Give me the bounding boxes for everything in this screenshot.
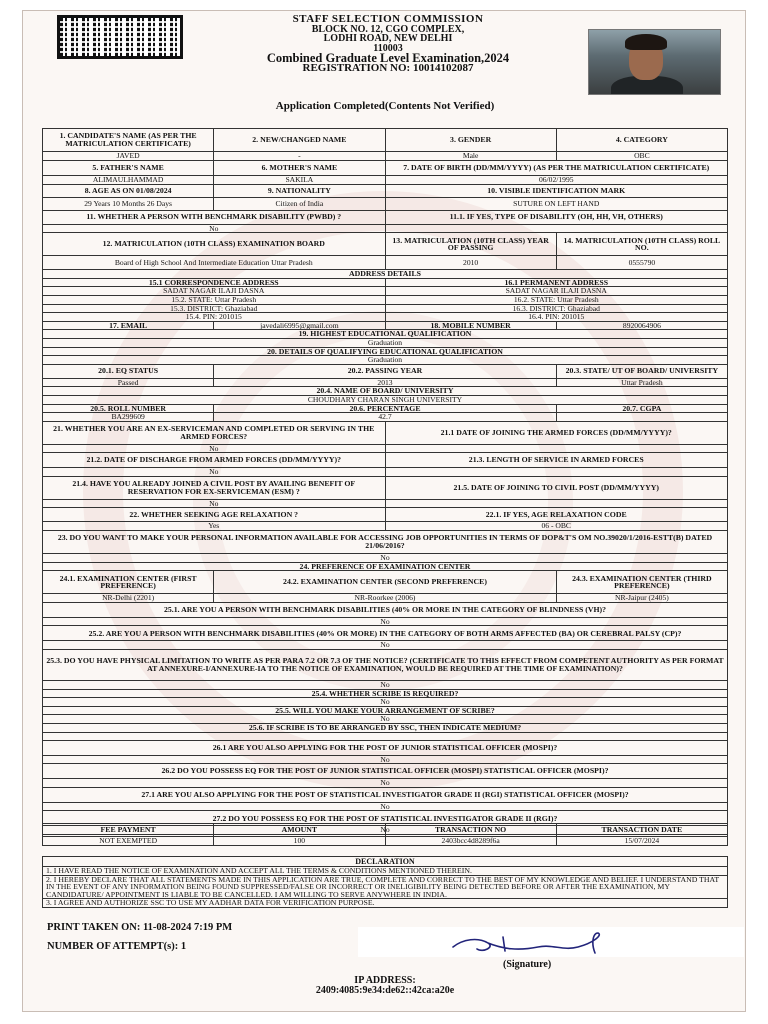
value-q256	[43, 732, 728, 740]
value-mother-name: SAKILA	[214, 176, 385, 185]
label-highest-qualification: 19. HIGHEST EDUCATIONAL QUALIFICATION	[43, 330, 728, 339]
label-email: 17. EMAIL	[43, 321, 214, 330]
value-roll-number: BA299609	[43, 413, 214, 422]
value-passing-year: 2013	[214, 378, 557, 387]
label-matric-roll: 14. MATRICULATION (10TH CLASS) ROLL NO.	[556, 233, 727, 256]
label-q253: 25.3. DO YOU HAVE PHYSICAL LIMITATION TO WRITE AS PER PARA 7.2 OR 7.3 OF THE NOTICE? (CERTIFICATE TO THIS EFFECT FROM COMPETENT AUTHORITY AS PER FORMAT AT ANNEXURE-I/ANNEXURE-IA TO THE NOTICE OF EXAMINATION, WOULD BE REQUIRED AT THE TIME OF EXAMINATION)?	[43, 650, 728, 681]
label-service-length: 21.3. LENGTH OF SERVICE IN ARMED FORCES	[385, 453, 728, 468]
value-armed-forces-joining	[385, 444, 728, 453]
label-relaxation-code: 22.1. IF YES, AGE RELAXATION CODE	[385, 508, 728, 522]
value-center-third: NR-Jaipur (2405)	[556, 594, 727, 603]
print-timestamp: PRINT TAKEN ON: 11-08-2024 7:19 PM	[47, 922, 233, 933]
label-fee-payment: FEE PAYMENT	[43, 824, 214, 837]
address-line-2: LODHI ROAD, NEW DELHI	[323, 33, 453, 45]
label-disability-type: 11.1. IF YES, TYPE OF DISABILITY (OH, HH, VH, OTHERS)	[385, 210, 728, 224]
value-eq-status: Passed	[43, 378, 214, 387]
label-age: 8. AGE AS ON 01/08/2024	[43, 184, 214, 197]
label-personal-info-consent: 23. DO YOU WANT TO MAKE YOUR PERSONAL INFORMATION AVAILABLE FOR ACCESSING JOB OPPORTUNITIES IN TERMS OF DOP&T'S OM NO.39020/1/2016-ESTT(B) DATED 21/06/2016?	[43, 531, 728, 554]
label-age-relaxation: 22. WHETHER SEEKING AGE RELAXATION ?	[43, 508, 386, 522]
label-civil-post: 21.4. HAVE YOU ALREADY JOINED A CIVIL POST BY AVAILING BENEFIT OF RESERVATION FOR EX-SERVICEMAN (ESM) ?	[43, 476, 386, 499]
value-fee-payment: NOT EXEMPTED	[43, 837, 214, 846]
value-service-length	[385, 468, 728, 477]
declaration-point-1: 1. I HAVE READ THE NOTICE OF EXAMINATION AND ACCEPT ALL THE TERMS & CONDITIONS MENTIONED THEREIN.	[43, 867, 727, 876]
value-identification-mark: SUTURE ON LEFT HAND	[385, 197, 728, 210]
label-q261: 26.1 ARE YOU ALSO APPLYING FOR THE POST OF JUNIOR STATISTICAL OFFICER (MOSPI)?	[43, 740, 728, 755]
label-mobile: 18. MOBILE NUMBER	[385, 321, 556, 330]
commission-name: STAFF SELECTION COMMISSION	[292, 13, 484, 25]
value-transaction-date: 15/07/2024	[556, 837, 727, 846]
value-civil-post: No	[43, 499, 386, 508]
value-permanent-district: 16.3. DISTRICT: Ghaziabad	[385, 304, 728, 313]
value-q253: No	[43, 681, 728, 690]
value-category: OBC	[556, 152, 727, 161]
application-status: Application Completed(Contents Not Verified)	[275, 100, 495, 112]
ip-value: 2409:4085:9e34:de62::42ca:a20e	[315, 984, 455, 996]
label-center-preference: 24. PREFERENCE OF EXAMINATION CENTER	[43, 562, 728, 571]
value-age: 29 Years 10 Months 26 Days	[43, 197, 214, 210]
label-mother-name: 6. MOTHER'S NAME	[214, 161, 385, 176]
signature-label: (Signature)	[503, 959, 552, 970]
label-q251: 25.1. ARE YOU A PERSON WITH BENCHMARK DISABILITIES (40% OR MORE IN THE CATEGORY OF BLINDNESS (VH)?	[43, 602, 728, 617]
declaration-box	[42, 856, 728, 908]
label-candidate-name: 1. CANDIDATE'S NAME (AS PER THE MATRICULATION CERTIFICATE)	[43, 129, 214, 152]
value-matric-board: Board of High School And Intermediate Education Uttar Pradesh	[43, 256, 386, 270]
label-dob: 7. DATE OF BIRTH (DD/MM/YYYY) (AS PER THE MATRICULATION CERTIFICATE)	[385, 161, 728, 176]
label-q271: 27.1 ARE YOU ALSO APPLYING FOR THE POST OF STATISTICAL INVESTIGATOR GRADE II (RGI) STATISTICAL OFFICER (MOSPI)?	[43, 787, 728, 802]
value-q261: No	[43, 755, 728, 764]
exam-name: Combined Graduate Level Examination,2024	[266, 51, 510, 66]
label-armed-forces-joining: 21.1 DATE OF JOINING THE ARMED FORCES (DD/MM/YYYY)?	[385, 421, 728, 444]
value-matric-year: 2010	[385, 256, 556, 270]
value-correspondence-district: 15.3. DISTRICT: Ghaziabad	[43, 304, 386, 313]
value-permanent-pin: 16.4. PIN: 201015	[385, 313, 728, 322]
value-ex-serviceman: No	[43, 444, 386, 453]
label-center-first: 24.1. EXAMINATION CENTER (FIRST PREFERENCE)	[43, 571, 214, 594]
value-correspondence-state: 15.2. STATE: Uttar Pradesh	[43, 295, 386, 304]
value-email: javedali6995@gmail.com	[214, 321, 385, 330]
value-correspondence-pin: 15.4. PIN: 201015	[43, 313, 386, 322]
value-transaction-no: 2403bcc4d8289f6a	[385, 837, 556, 846]
label-permanent-address: 16.1 PERMANENT ADDRESS	[385, 278, 728, 287]
label-matric-board: 12. MATRICULATION (10TH CLASS) EXAMINATION BOARD	[43, 233, 386, 256]
label-nationality: 9. NATIONALITY	[214, 184, 385, 197]
label-identification-mark: 10. VISIBLE IDENTIFICATION MARK	[385, 184, 728, 197]
value-nationality: Citizen of India	[214, 197, 385, 210]
label-university-name: 20.4. NAME OF BOARD/ UNIVERSITY	[43, 387, 728, 396]
label-roll-number: 20.5. ROLL NUMBER	[43, 404, 214, 413]
label-qualifying-details: 20. DETAILS OF QUALIFYING EDUCATIONAL QUALIFICATION	[43, 347, 728, 356]
value-q272: No	[43, 826, 728, 835]
label-correspondence-address: 15.1 CORRESPONDENCE ADDRESS	[43, 278, 386, 287]
value-q255: No	[43, 715, 728, 724]
label-percentage: 20.6. PERCENTAGE	[214, 404, 557, 413]
form-header	[193, 15, 583, 74]
registration-number: REGISTRATION NO: 10014102087	[302, 62, 474, 75]
label-discharge-date: 21.2. DATE OF DISCHARGE FROM ARMED FORCES (DD/MM/YYYY)?	[43, 453, 386, 468]
label-q254: 25.4. WHETHER SCRIBE IS REQUIRED?	[43, 689, 728, 698]
value-mobile: 8920064906	[556, 321, 727, 330]
label-q256: 25.6. IF SCRIBE IS TO BE ARRANGED BY SSC, THEN INDICATE MEDIUM?	[43, 724, 728, 733]
label-pwbd: 11. WHETHER A PERSON WITH BENCHMARK DISABILITY (PWBD) ?	[43, 210, 386, 224]
value-correspondence-address: SADAT NAGAR ILAJI DASNA	[43, 287, 386, 296]
label-cgpa: 20.7. CGPA	[556, 404, 727, 413]
label-ex-serviceman: 21. WHETHER YOU ARE AN EX-SERVICEMAN AND COMPLETED OR SERVING IN THE ARMED FORCES?	[43, 421, 386, 444]
label-q252: 25.2. ARE YOU A PERSON WITH BENCHMARK DISABILITIES (40% OR MORE) IN THE CATEGORY OF BOTH ARMS AFFECTED (BA) OR CEREBRAL PALSY (CP)?	[43, 626, 728, 641]
value-new-name: -	[214, 152, 385, 161]
label-amount: AMOUNT	[214, 824, 385, 837]
label-matric-year: 13. MATRICULATION (10TH CLASS) YEAR OF PASSING	[385, 233, 556, 256]
value-percentage: 42.7	[214, 413, 557, 422]
value-dob: 06/02/1995	[385, 176, 728, 185]
label-category: 4. CATEGORY	[556, 129, 727, 152]
value-q271: No	[43, 802, 728, 811]
value-university-name: CHOUDHARY CHARAN SINGH UNIVERSITY	[43, 395, 728, 404]
value-relaxation-code: 06 - OBC	[385, 522, 728, 531]
value-amount: 100	[214, 837, 385, 846]
declaration-point-2: 2. I HEREBY DECLARE THAT ALL STATEMENTS MADE IN THIS APPLICATION ARE TRUE, COMPLETE AND CORRECT TO THE BEST OF MY KNOWLEDGE AND BELIEF. I UNDERSTAND THAT IN THE EVENT OF ANY INFORMATION BEING FOUND SUPPRESSED/FALSE OR INCORRECT OR INELIGIBILITY BEING DETECTED BEFORE OR AFTER THE EXAMINATION, MY CANDIDATURE/ APPOINTMENT IS LIABLE TO BE CANCELLED. I AM WILLING TO SERVE ANYWHERE IN INDIA.	[43, 876, 727, 900]
value-disability-type	[385, 224, 728, 233]
ip-label: IP ADDRESS:	[354, 975, 416, 986]
payment-table	[42, 823, 728, 846]
ip-address	[23, 976, 746, 995]
value-center-second: NR-Roorkee (2006)	[214, 594, 557, 603]
section-address-details: ADDRESS DETAILS	[43, 270, 728, 279]
value-discharge-date: No	[43, 468, 386, 477]
label-new-name: 2. NEW/CHANGED NAME	[214, 129, 385, 152]
value-cgpa	[556, 413, 727, 422]
label-father-name: 5. FATHER'S NAME	[43, 161, 214, 176]
application-form-sheet	[22, 10, 746, 1012]
label-eq-status: 20.1. EQ STATUS	[43, 364, 214, 378]
label-civil-post-date: 21.5. DATE OF JOINING TO CIVIL POST (DD/MM/YYYY)	[385, 476, 728, 499]
details-table	[42, 128, 728, 835]
signature-image	[443, 929, 633, 957]
label-transaction-no: TRANSACTION NO	[385, 824, 556, 837]
value-q254: No	[43, 698, 728, 707]
value-matric-roll: 0555790	[556, 256, 727, 270]
value-q251: No	[43, 617, 728, 626]
value-personal-info-consent: No	[43, 554, 728, 563]
label-transaction-date: TRANSACTION DATE	[556, 824, 727, 837]
value-candidate-name: JAVED	[43, 152, 214, 161]
value-age-relaxation: Yes	[43, 522, 386, 531]
label-gender: 3. GENDER	[385, 129, 556, 152]
label-university-state: 20.3. STATE/ UT OF BOARD/ UNIVERSITY	[556, 364, 727, 378]
value-q262: No	[43, 779, 728, 788]
value-civil-post-date	[385, 499, 728, 508]
label-passing-year: 20.2. PASSING YEAR	[214, 364, 557, 378]
label-q272: 27.2 DO YOU POSSESS EQ FOR THE POST OF STATISTICAL INVESTIGATOR GRADE II (RGI)?	[43, 811, 728, 826]
value-gender: Male	[385, 152, 556, 161]
value-university-state: Uttar Pradesh	[556, 378, 727, 387]
label-center-second: 24.2. EXAMINATION CENTER (SECOND PREFERENCE)	[214, 571, 557, 594]
value-qualifying-details: Graduation	[43, 356, 728, 365]
value-center-first: NR-Delhi (2201)	[43, 594, 214, 603]
label-q255: 25.5. WILL YOU MAKE YOUR ARRANGEMENT OF SCRIBE?	[43, 706, 728, 715]
value-pwbd: No	[43, 224, 386, 233]
value-highest-qualification: Graduation	[43, 338, 728, 347]
value-permanent-state: 16.2. STATE: Uttar Pradesh	[385, 295, 728, 304]
value-father-name: ALIMAULHAMMAD	[43, 176, 214, 185]
declaration-title: DECLARATION	[43, 857, 727, 867]
qr-code	[57, 15, 183, 59]
declaration-point-3: 3. I AGREE AND AUTHORIZE SSC TO USE MY AADHAR DATA FOR VERIFICATION PURPOSE.	[46, 898, 375, 908]
value-q252: No	[43, 641, 728, 650]
candidate-photo	[588, 29, 721, 95]
label-center-third: 24.3. EXAMINATION CENTER (THIRD PREFERENCE)	[556, 571, 727, 594]
attempt-count: NUMBER OF ATTEMPT(s): 1	[47, 941, 187, 952]
address-pin: 110003	[373, 42, 403, 54]
label-q262: 26.2 DO YOU POSSESS EQ FOR THE POST OF JUNIOR STATISTICAL OFFICER (MOSPI) STATISTICAL OFFICER (MOSPI)?	[43, 764, 728, 779]
value-permanent-address: SADAT NAGAR ILAJI DASNA	[385, 287, 728, 296]
address-line-1: BLOCK NO. 12, CGO COMPLEX,	[311, 23, 465, 35]
